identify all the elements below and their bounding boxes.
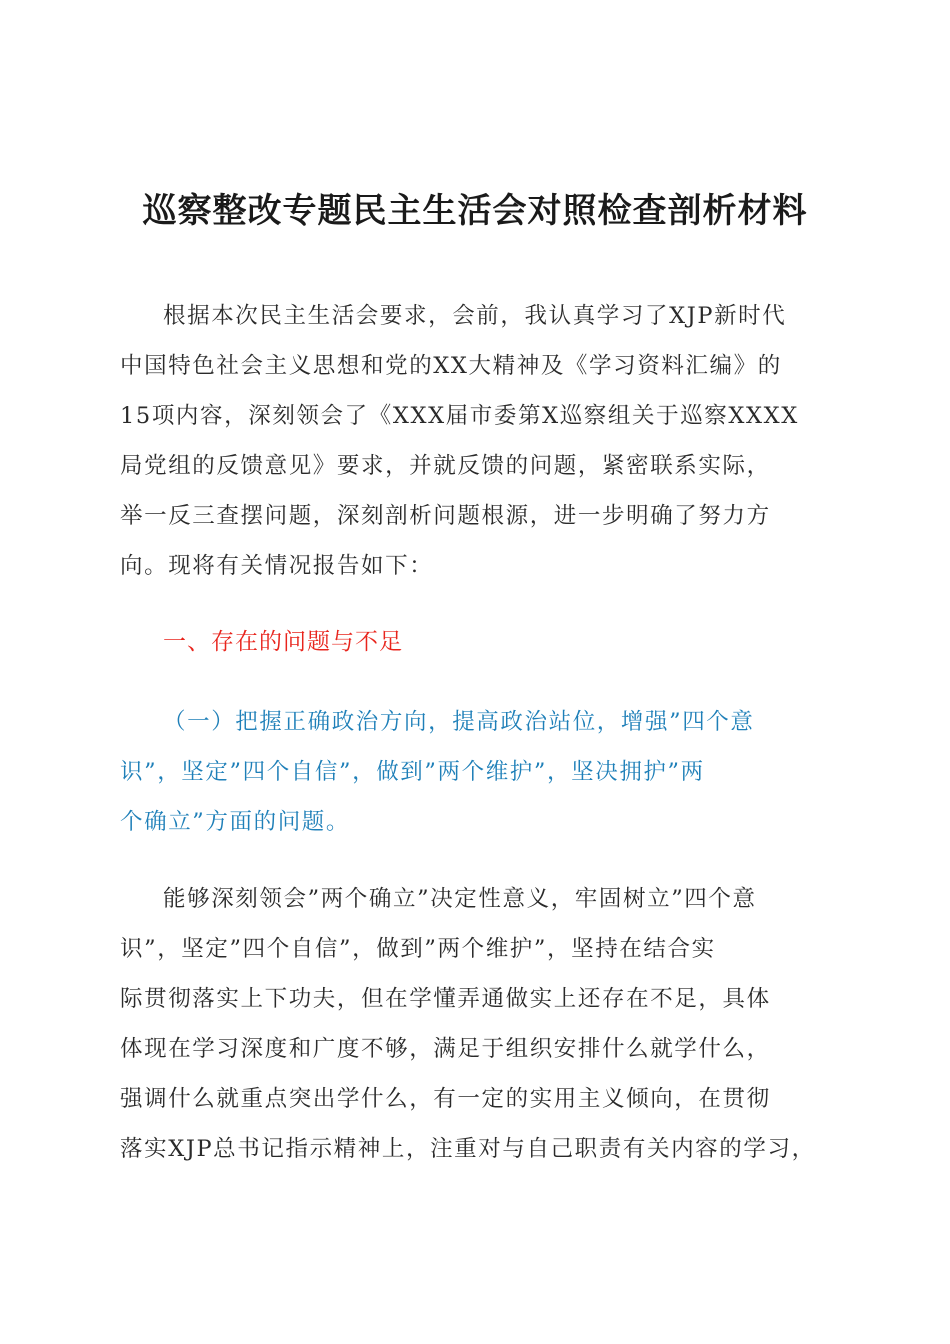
body-line: 体现在学习深度和广度不够，满足于组织安排什么就学什么， (120, 1036, 771, 1062)
intro-line: 向。现将有关情况报告如下： (120, 553, 434, 579)
body-line: 识”，坚定”四个自信”，做到”两个维护”，坚持在结合实 (120, 936, 716, 962)
body-line: 强调什么就重点突出学什么，有一定的实用主义倾向，在贯彻 (120, 1086, 771, 1112)
intro-line: 举一反三查摆问题，深刻剖析问题根源，进一步明确了努力方 (120, 503, 771, 529)
subsection-line: 识”，坚定”四个自信”，做到”两个维护”，坚决拥护”两 (120, 759, 705, 785)
document-title: 巡察整改专题民主生活会对照检查剖析材料 (142, 191, 808, 231)
body-line: 能够深刻领会”两个确立”决定性意义，牢固树立”四个意 (163, 886, 757, 912)
subsection-line: （一）把握正确政治方向，提高政治站位，增强”四个意 (163, 709, 755, 735)
intro-line: 根据本次民主生活会要求，会前，我认真学习了XJP新时代 (163, 303, 787, 329)
body-line: 落实XJP总书记指示精神上，注重对与自己职责有关内容的学习， (120, 1136, 816, 1162)
body-line: 际贯彻落实上下功夫，但在学懂弄通做实上还存在不足，具体 (120, 986, 771, 1012)
intro-line: 局党组的反馈意见》要求，并就反馈的问题，紧密联系实际， (120, 453, 771, 479)
section-heading: 一、存在的问题与不足 (163, 629, 403, 655)
subsection-line: 个确立”方面的问题。 (120, 809, 351, 835)
intro-line: 中国特色社会主义思想和党的XX大精神及《学习资料汇编》的 (120, 353, 782, 379)
intro-line: 15项内容，深刻领会了《XXX届市委第X巡察组关于巡察XXXX (120, 403, 799, 429)
